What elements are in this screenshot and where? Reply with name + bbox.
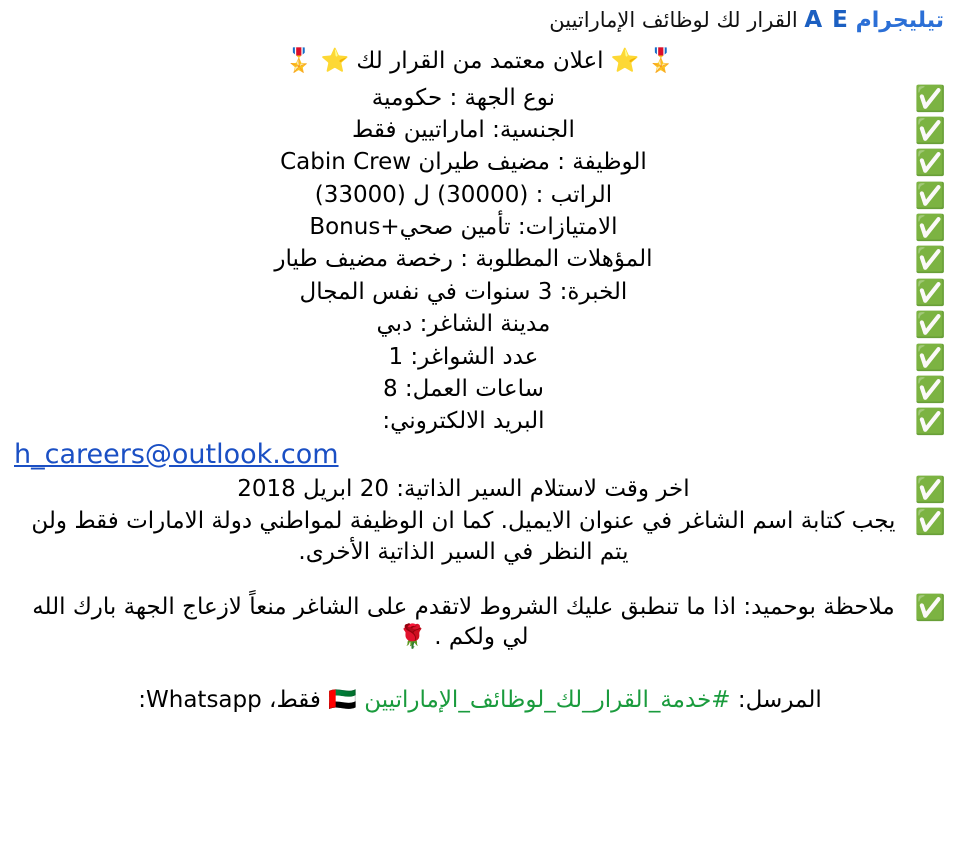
medal-icon-left: 🎖️	[284, 47, 314, 74]
list-item	[14, 406, 946, 436]
uae-flag-icon: 🇦🇪	[328, 687, 357, 714]
star-icon-right: ⭐	[610, 47, 640, 74]
field-job-title: الوظيفة : مضيف طيران Cabin Crew	[280, 149, 647, 176]
check-icon: ✅	[914, 277, 946, 307]
list-item	[14, 474, 946, 504]
field-vacancies: عدد الشواغر: 1	[388, 343, 539, 370]
check-icon: ✅	[914, 592, 946, 622]
check-icon: ✅	[914, 506, 946, 536]
check-icon: ✅	[914, 342, 946, 372]
field-working-hours: ساعات العمل: 8	[382, 375, 544, 402]
field-note: ملاحظة بوحميد: اذا ما تنطبق عليك الشروط لاتقدم على الشاغر منعاً لازعاج الجهة بارك الله لي ولكم . 🌹	[32, 593, 895, 651]
email-link-container	[14, 439, 946, 470]
star-icon-left: ⭐	[320, 47, 350, 74]
list-item	[14, 309, 946, 339]
medal-icon-right: 🎖️	[646, 47, 676, 74]
check-icon: ✅	[914, 374, 946, 404]
announcement-title	[14, 47, 946, 77]
check-icon: ✅	[914, 148, 946, 178]
list-item	[14, 592, 946, 654]
list-item	[14, 180, 946, 210]
list-item	[14, 342, 946, 372]
channel-name: القرار لك لوظائف الإماراتيين	[549, 8, 798, 32]
list-item	[14, 147, 946, 177]
list-item	[14, 506, 946, 568]
field-salary: الراتب : (30000) ل (33000)	[314, 181, 613, 208]
check-icon: ✅	[914, 407, 946, 437]
sender-suffix: فقط، Whatsapp:	[138, 687, 321, 714]
check-icon: ✅	[914, 83, 946, 113]
check-icon: ✅	[914, 245, 946, 275]
spacer	[14, 570, 946, 592]
list-item	[14, 277, 946, 307]
field-nationality: الجنسية: اماراتيين فقط	[352, 117, 575, 143]
list-item	[14, 83, 946, 113]
sender-prefix: المرسل:	[737, 687, 822, 714]
list-item	[14, 244, 946, 274]
field-experience: الخبرة: 3 سنوات في نفس المجال	[299, 278, 628, 305]
list-item	[14, 374, 946, 404]
sender-hashtag[interactable]: #خدمة_القرار_لك_لوظائف_الإماراتيين	[364, 687, 731, 714]
check-icon: ✅	[914, 180, 946, 210]
field-benefits: الامتيازات: تأمين صحي+Bonus	[309, 214, 618, 241]
check-icon: ✅	[914, 474, 946, 504]
telegram-label: تيليجرام	[855, 8, 944, 33]
field-instructions: يجب كتابة اسم الشاغر في عنوان الايميل. كما ان الوظيفة لمواطني دولة الامارات فقط ولن يتم النظر في السير الذاتية الأخرى.	[31, 507, 896, 565]
field-employer-type: نوع الجهة : حكومية	[371, 84, 556, 111]
list-item	[14, 212, 946, 242]
announcement-title-text: اعلان معتمد من القرار لك	[356, 47, 604, 74]
field-qualifications: المؤهلات المطلوبة : رخصة مضيف طيار	[274, 246, 653, 273]
email-link[interactable]: h_careers@outlook.com	[14, 438, 339, 470]
job-details-list	[14, 83, 946, 716]
check-icon: ✅	[914, 310, 946, 340]
rose-icon: 🌹	[398, 624, 427, 651]
check-icon: ✅	[914, 213, 946, 243]
field-city: مدينة الشاغر: دبي	[376, 311, 551, 338]
sender-line	[14, 685, 946, 715]
list-item	[14, 115, 946, 145]
ae-logo: A E	[804, 7, 849, 33]
check-icon: ✅	[914, 116, 946, 145]
channel-header	[14, 4, 946, 35]
spacer	[14, 655, 946, 681]
field-email-label: البريد الالكتروني:	[382, 408, 545, 435]
field-deadline: اخر وقت لاستلام السير الذاتية: 20 ابريل 2018	[237, 475, 690, 502]
